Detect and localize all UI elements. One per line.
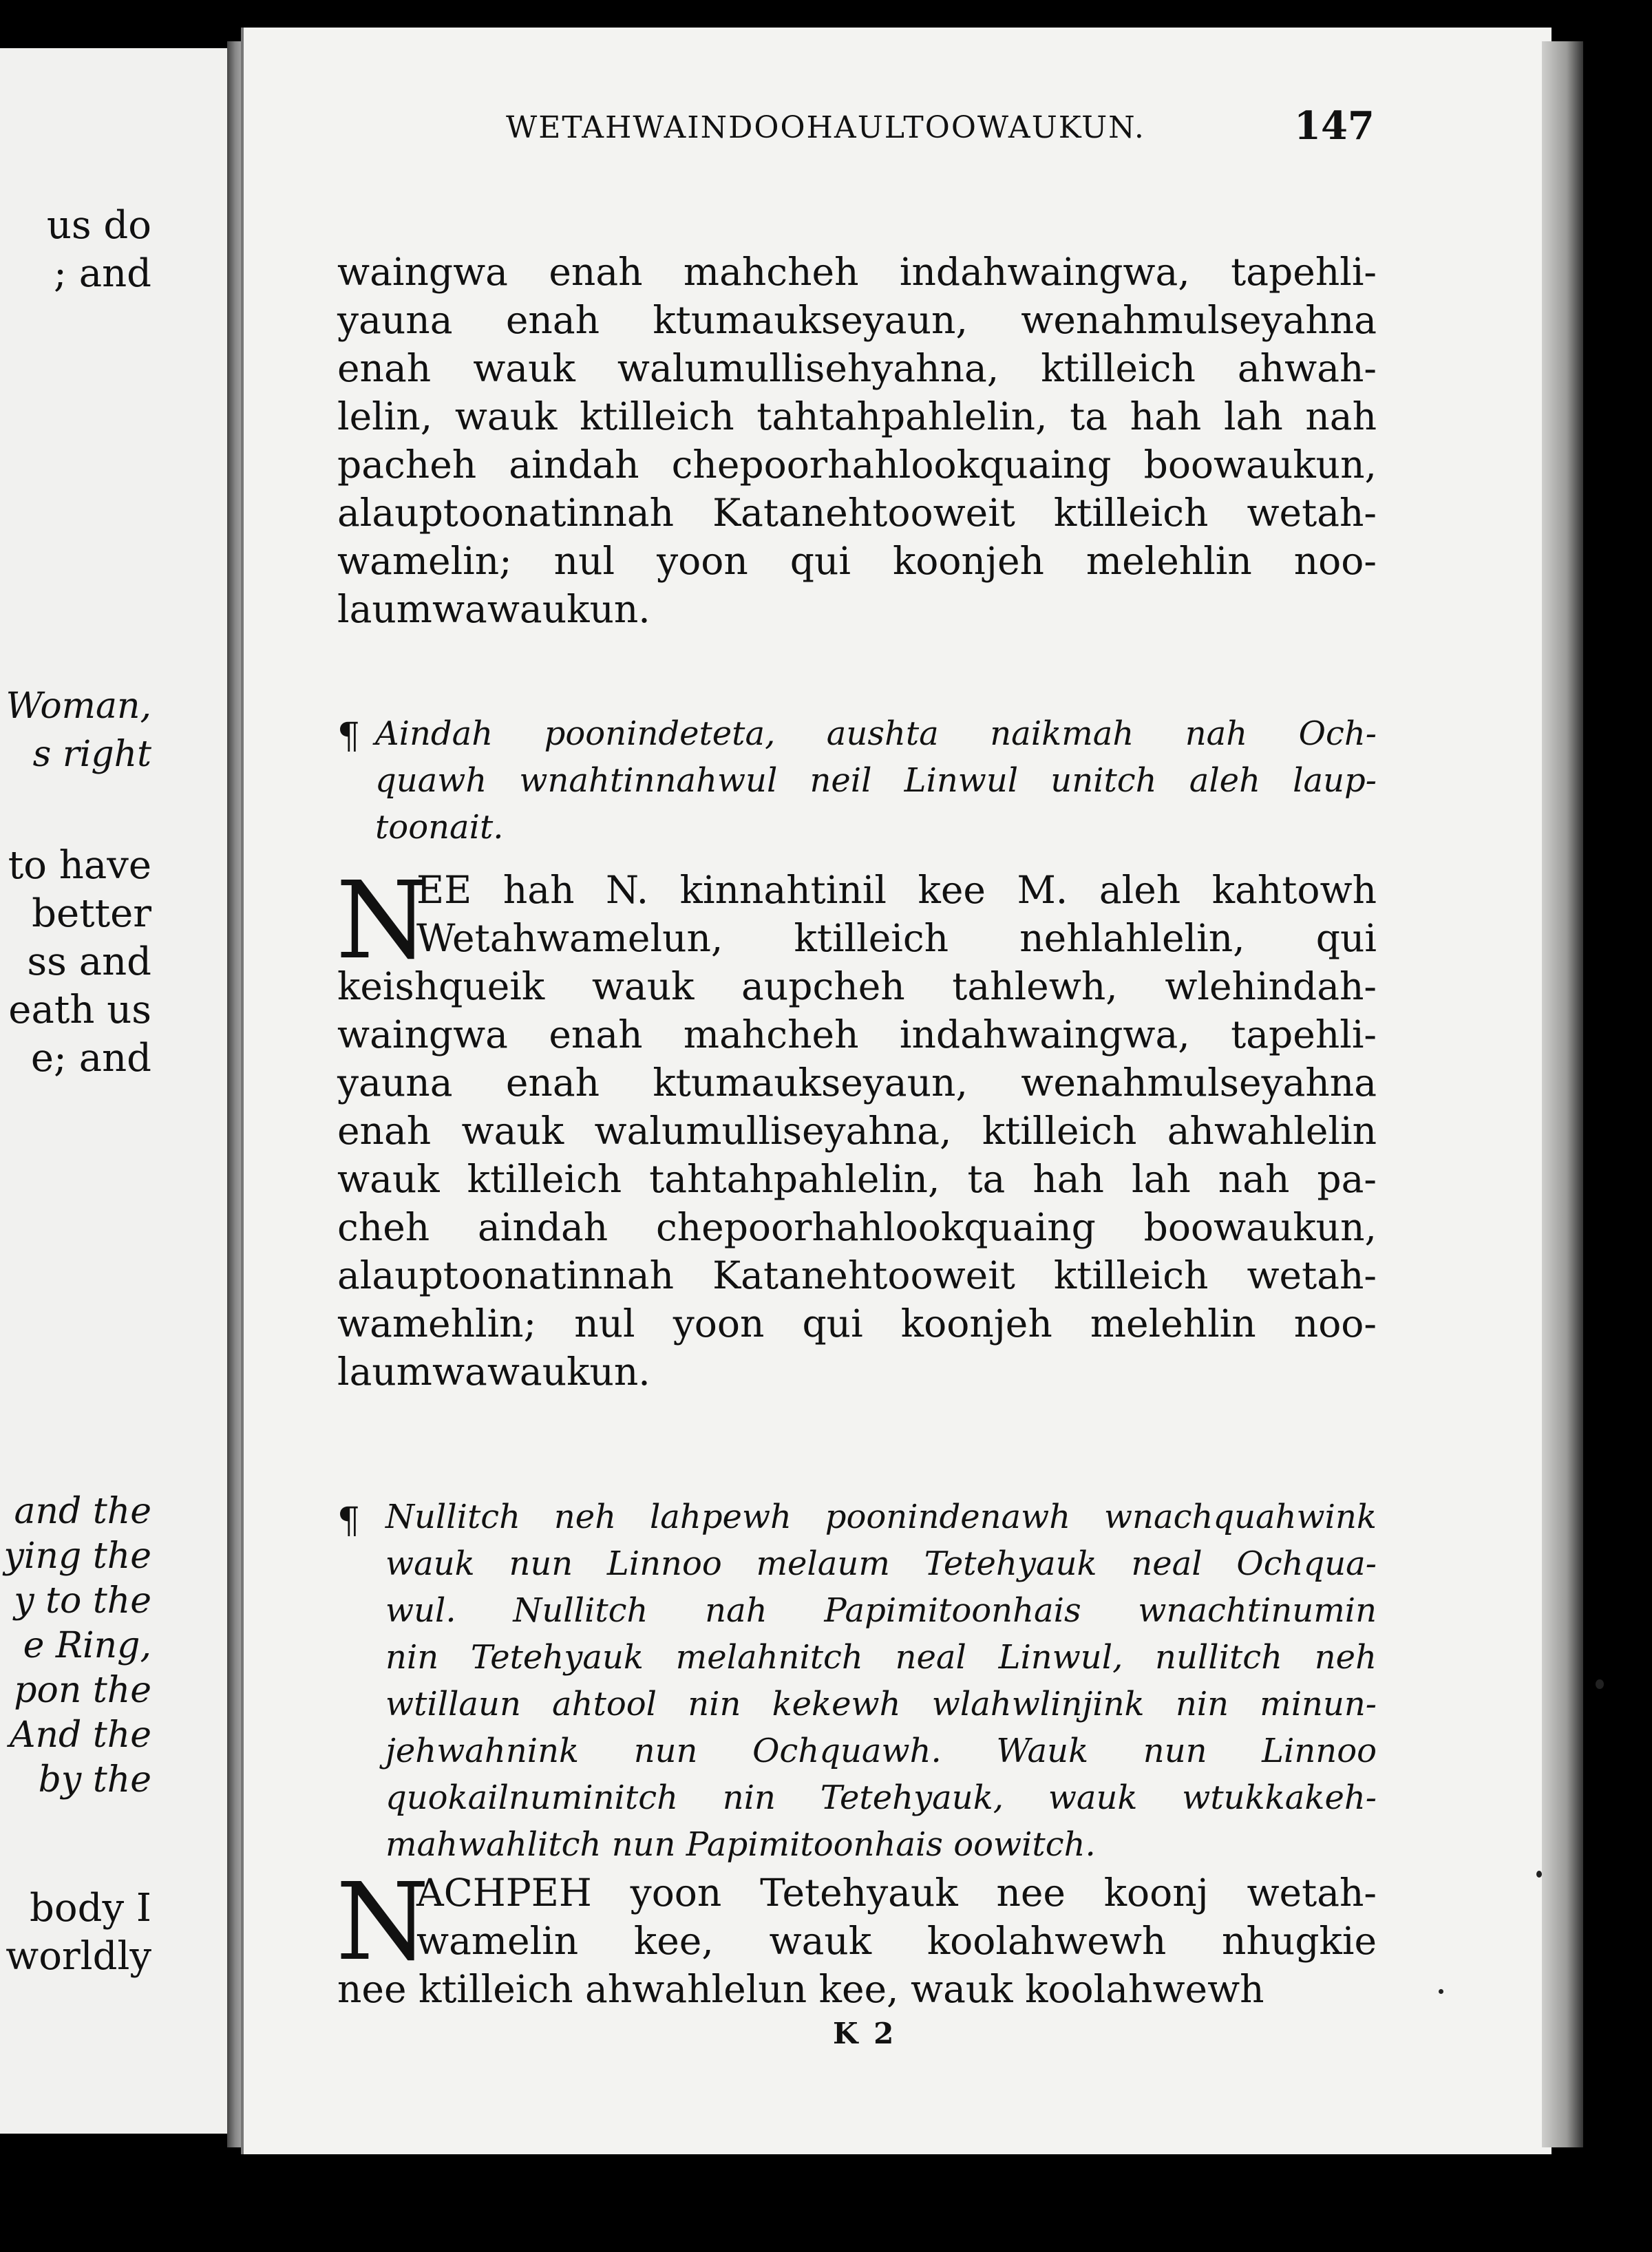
text-line: wul. Nullitch nah Papimitoonhais wnachtinumin	[385, 1591, 1377, 1630]
text-line: nee ktilleich ahwahlelun kee, wauk koolahwewh	[337, 1967, 1264, 2011]
page-number: 147	[1294, 103, 1375, 149]
text-line: cheh aindah chepoorhahlookquaing boowaukun,	[337, 1205, 1377, 1249]
text-line: laumwawaukun.	[337, 1350, 650, 1394]
text-line: alauptoonatinnah Katanehtooweit ktilleich wetah-	[337, 1253, 1377, 1297]
text-line: yauna enah ktumaukseyaun, wenahmulseyahna	[337, 298, 1377, 342]
facing-page-text: ss and	[27, 939, 151, 984]
text-line: wauk ktilleich tahtahpahlelin, ta hah lah nah pa-	[337, 1157, 1377, 1201]
text-line: wauk nun Linnoo melaum Tetehyauk neal Ochqua-	[385, 1544, 1377, 1583]
text-line: lelin, wauk ktilleich tahtahpahlelin, ta hah lah nah	[337, 394, 1377, 438]
rubric-1	[375, 710, 1377, 851]
paragraph-1	[337, 248, 1377, 633]
text-line: laumwawaukun.	[337, 587, 650, 631]
facing-page-text: pon the	[14, 1670, 151, 1711]
ink-speck	[1536, 1871, 1542, 1878]
facing-page-text: body I	[30, 1886, 151, 1931]
facing-page-text: s right	[32, 734, 151, 775]
facing-page-left	[0, 48, 238, 2134]
paragraph-3	[336, 1860, 1377, 2013]
facing-page-text: us do	[46, 203, 151, 248]
text-line: jehwahnink nun Ochquawh. Wauk nun Linnoo	[385, 1732, 1377, 1770]
text-line: Nullitch neh lahpewh poonindenawh wnachquahwink	[385, 1498, 1377, 1536]
facing-page-text: y to the	[14, 1580, 151, 1622]
text-line: nin Tetehyauk melahnitch neal Linwul, nullitch neh	[385, 1638, 1377, 1677]
facing-page-text: by the	[38, 1759, 151, 1800]
signature-mark: K 2	[833, 2017, 897, 2050]
facing-page-text: eath us	[8, 988, 151, 1032]
text-line: ACHPEH yoon Tetehyauk nee koonj wetah-	[416, 1871, 1377, 1915]
running-head: WETAHWAINDOOHAULTOOWAUKUN.	[506, 110, 1145, 145]
rubric-2	[385, 1494, 1377, 1868]
facing-page-text: and the	[14, 1491, 151, 1532]
text-line: quawh wnahtinnahwul neil Linwul unitch aleh laup-	[375, 761, 1377, 800]
text-line: enah wauk walumullisehyahna, ktilleich ahwah-	[337, 346, 1377, 390]
text-line: wamehlin; nul yoon qui koonjeh melehlin noo-	[337, 1302, 1377, 1346]
text-line: wamelin kee, wauk koolahwewh nhugkie	[416, 1919, 1377, 1963]
facing-page-text: e Ring,	[23, 1625, 151, 1666]
drop-cap: N	[336, 858, 430, 983]
text-line: toonait.	[375, 808, 504, 847]
text-line: waingwa enah mahcheh indahwaingwa, tapehli-	[337, 1012, 1377, 1056]
facing-page-text: e; and	[30, 1036, 151, 1081]
ink-speck	[1439, 1989, 1443, 1994]
pilcrow-mark: ¶	[337, 1500, 361, 1542]
text-line: Aindah poonindeteta, aushta naikmah nah Och-	[375, 714, 1377, 753]
drop-cap: N	[336, 1860, 430, 1984]
text-line: alauptoonatinnah Katanehtooweit ktilleich wetah-	[337, 491, 1377, 535]
text-line: quokailnuminitch nin Tetehyauk, wauk wtukkakeh-	[385, 1778, 1377, 1817]
ink-speck	[1596, 1679, 1604, 1689]
text-line: wtillaun ahtool nin kekewh wlahwlinjink nin minun-	[385, 1685, 1377, 1723]
text-line: mahwahlitch nun Papimitoonhais oowitch.	[385, 1825, 1096, 1864]
facing-page-text: worldly	[6, 1934, 151, 1979]
text-line: EE hah N. kinnahtinil kee M. aleh kahtowh	[416, 868, 1377, 912]
paragraph-2	[336, 858, 1377, 1396]
text-line: pacheh aindah chepoorhahlookquaing boowaukun,	[337, 443, 1377, 487]
facing-page-text: And the	[9, 1714, 151, 1756]
text-line: Wetahwamelun, ktilleich nehlahlelin, qui	[416, 916, 1377, 960]
page-edge	[1542, 41, 1583, 2147]
pilcrow-mark: ¶	[337, 716, 361, 757]
text-line: enah wauk walumulliseyahna, ktilleich ahwahlelin	[337, 1109, 1377, 1153]
facing-page-text: Woman,	[6, 686, 151, 727]
text-line: wamelin; nul yoon qui koonjeh melehlin noo-	[337, 539, 1377, 583]
facing-page-text: ; and	[54, 251, 151, 296]
facing-page-text: ying the	[3, 1536, 151, 1577]
text-line: yauna enah ktumaukseyaun, wenahmulseyahna	[337, 1061, 1377, 1105]
text-line: waingwa enah mahcheh indahwaingwa, tapehli-	[337, 250, 1377, 294]
facing-page-text: to have	[8, 843, 151, 888]
facing-page-text: better	[32, 891, 151, 936]
text-line: keishqueik wauk aupcheh tahlewh, wlehindah-	[337, 964, 1377, 1008]
